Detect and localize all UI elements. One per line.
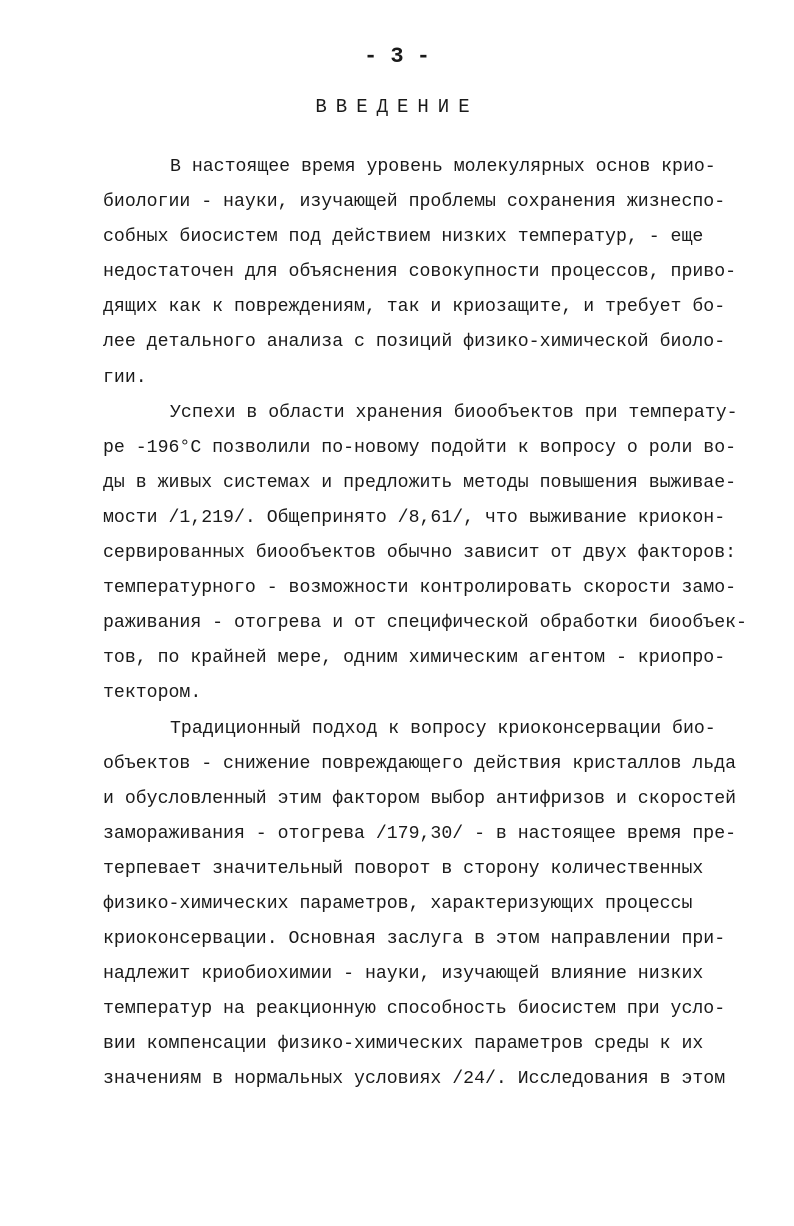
text-line: биологии - науки, изучающей проблемы сохранения жизнеспо-	[103, 192, 726, 213]
text-line: ре -196°С позволили по-новому подойти к вопросу о роли во-	[103, 437, 737, 458]
paragraph-1	[103, 150, 763, 396]
text-line: мости /1,219/. Общепринято /8,61/, что выживание криокон-	[103, 507, 726, 528]
text-line: и обусловленный этим фактором выбор антифризов и скоростей	[103, 788, 737, 809]
text-line: раживания - отогрева и от специфической обработки биообъек-	[103, 613, 747, 634]
text-line: Успехи в области хранения биообъектов при температу-	[170, 402, 738, 423]
section-heading: ВВЕДЕНИЕ	[315, 96, 479, 118]
body-text	[103, 150, 763, 1098]
text-line: тектором.	[103, 683, 202, 704]
text-line: гии.	[103, 367, 147, 388]
text-line: дящих как к повреждениям, так и криозащите, и требует бо-	[103, 297, 726, 318]
text-line: значениям в нормальных условиях /24/. Исследования в этом	[103, 1069, 726, 1090]
page-number: - 3 -	[363, 44, 430, 69]
text-line: Традиционный подход к вопросу криоконсервации био-	[170, 718, 716, 739]
text-line: замораживания - отогрева /179,30/ - в настоящее время пре-	[103, 823, 737, 844]
text-line: физико-химических параметров, характеризующих процессы	[103, 893, 693, 914]
text-line: собных биосистем под действием низких температур, - еще	[103, 227, 704, 248]
text-line: ды в живых системах и предложить методы повышения выживае-	[103, 472, 737, 493]
text-line: надлежит криобиохимии - науки, изучающей влияние низких	[103, 964, 704, 985]
paragraph-3	[103, 712, 763, 1098]
text-line: лее детального анализа с позиций физико-химической биоло-	[103, 332, 726, 353]
paragraph-2	[103, 396, 763, 712]
text-line: вии компенсации физико-химических параметров среды к их	[103, 1034, 704, 1055]
text-line: тов, по крайней мере, одним химическим агентом - криопро-	[103, 648, 726, 669]
text-line: В настоящее время уровень молекулярных основ крио-	[170, 157, 716, 177]
text-line: температур на реакционную способность биосистем при усло-	[103, 999, 726, 1020]
text-line: недостаточен для объяснения совокупности процессов, приво-	[103, 262, 737, 283]
text-line: температурного - возможности контролировать скорости замо-	[103, 578, 737, 599]
text-line: объектов - снижение повреждающего действия кристаллов льда	[103, 753, 737, 774]
text-line: сервированных биообъектов обычно зависит от двух факторов:	[103, 543, 737, 564]
text-line: терпевает значительный поворот в сторону количественных	[103, 858, 704, 879]
text-line: криоконсервации. Основная заслуга в этом направлении при-	[103, 929, 726, 950]
